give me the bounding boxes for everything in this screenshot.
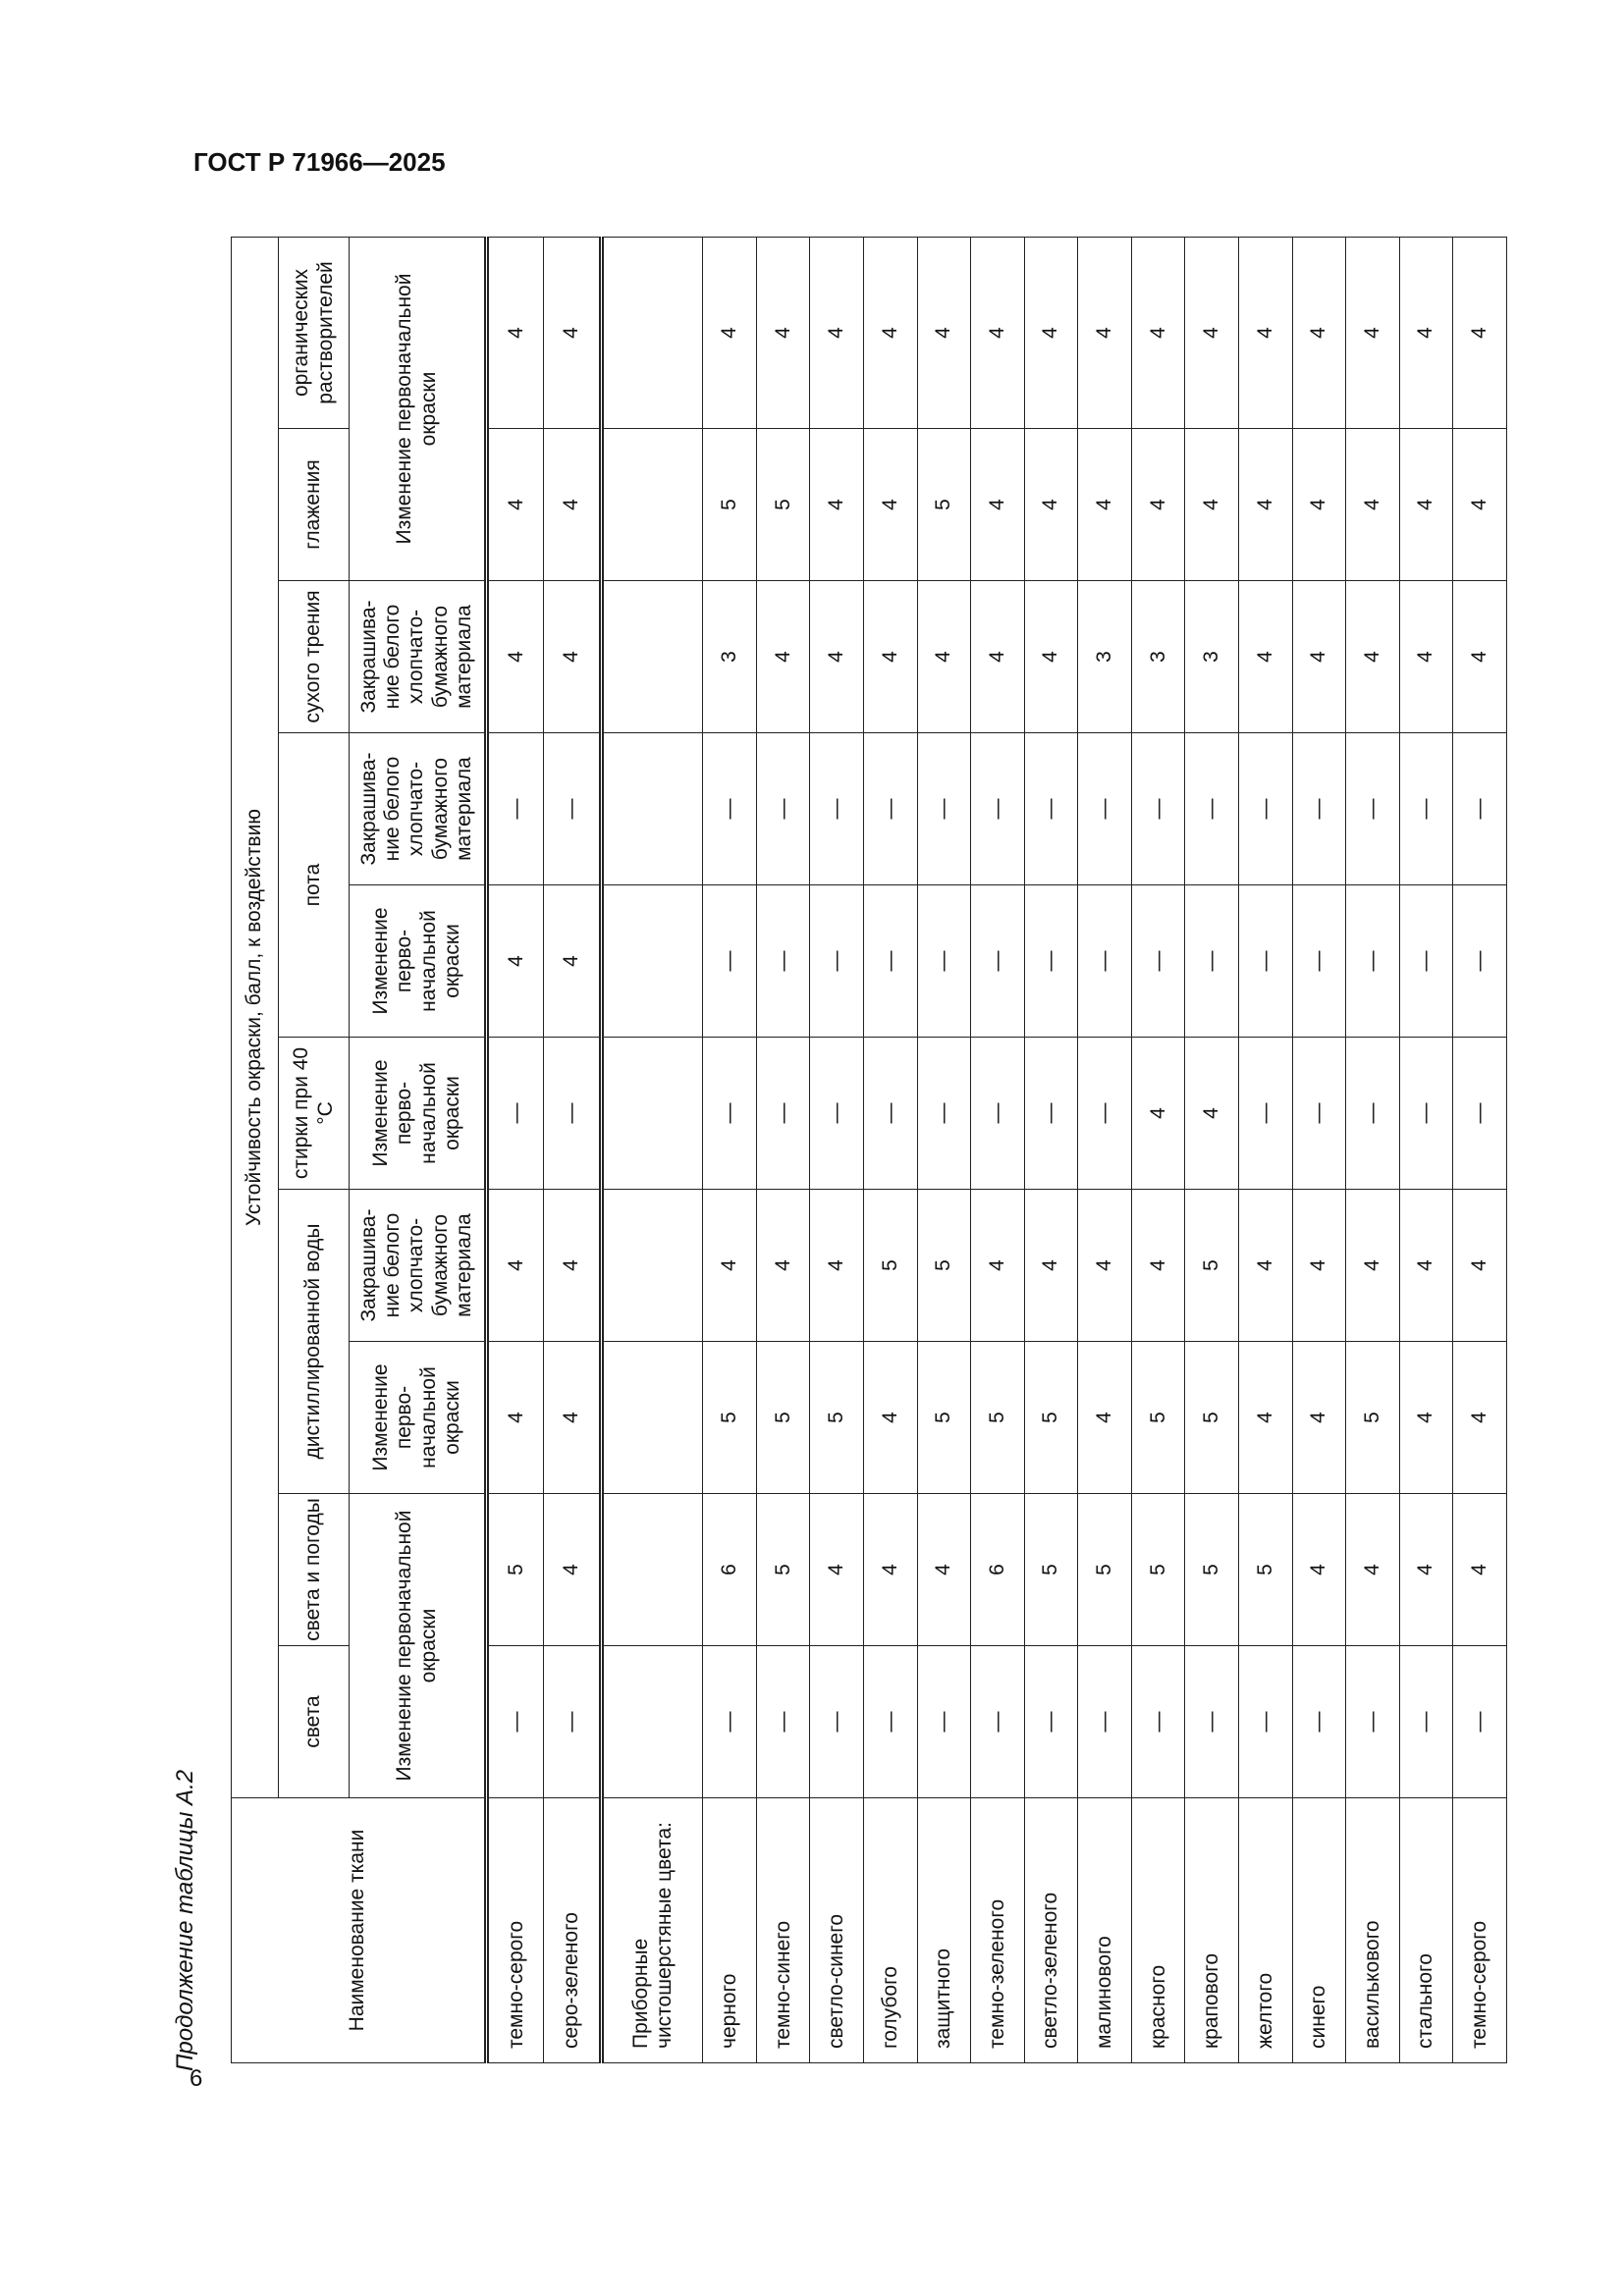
table-cell: 5 [863, 1190, 917, 1342]
table-cell: — [1292, 1038, 1346, 1190]
table-cell: 4 [1238, 1190, 1292, 1342]
subheader-light-change: Изменение первоначальной окраски [350, 1494, 487, 1798]
table-cell: 4 [1078, 429, 1132, 581]
table-cell: — [703, 1038, 757, 1190]
table-cell: — [1078, 885, 1132, 1038]
table-cell: 4 [1399, 1190, 1453, 1342]
table-cell: 4 [863, 1494, 917, 1646]
table-cell: — [810, 1646, 864, 1798]
table-cell: 4 [544, 429, 601, 581]
table-cell: — [1024, 733, 1078, 885]
table-cell: — [1131, 885, 1185, 1038]
table-caption: Продолжение таблицы А.2 [172, 1769, 198, 2071]
table-group-row [601, 237, 703, 2062]
table-cell: — [1024, 1646, 1078, 1798]
table-cell: — [1078, 1038, 1132, 1190]
table-row [1238, 237, 1292, 2062]
row-name: крапового [1185, 1798, 1239, 2063]
table-cell: — [1292, 733, 1346, 885]
table-row [1185, 237, 1239, 2062]
row-name: желтого [1238, 1798, 1292, 2063]
table-cell: — [703, 1646, 757, 1798]
table-cell: 4 [1131, 1190, 1185, 1342]
table-cell: 4 [544, 1494, 601, 1646]
table-cell: — [756, 733, 810, 885]
table-cell: 4 [1131, 1038, 1185, 1190]
table-cell: 4 [1024, 581, 1078, 733]
table-cell: 4 [810, 237, 864, 428]
table-cell: 4 [703, 1190, 757, 1342]
table-cell-empty [601, 581, 703, 733]
table-cell: 5 [1024, 1494, 1078, 1646]
table-cell: — [703, 733, 757, 885]
table-row [971, 237, 1025, 2062]
table-row [544, 237, 601, 2062]
table-cell: 4 [544, 237, 601, 428]
table-cell: — [544, 733, 601, 885]
table-cell: 4 [1292, 1342, 1346, 1494]
table-cell: — [917, 733, 971, 885]
table-cell-empty [601, 237, 703, 428]
table-cell: — [1024, 1038, 1078, 1190]
row-name: серо-зеленого [544, 1798, 601, 2063]
table-row [1024, 237, 1078, 2062]
table-cell: 4 [863, 581, 917, 733]
table-cell: — [756, 1038, 810, 1190]
column-group-header: Устойчивость окраски, балл, к воздействию [232, 237, 279, 1797]
table-cell: 5 [917, 429, 971, 581]
table-cell: 6 [971, 1494, 1025, 1646]
row-name: светло-синего [810, 1798, 864, 2063]
table-cell: 4 [1185, 237, 1239, 428]
table-cell: 4 [487, 581, 544, 733]
table-cell: 4 [487, 885, 544, 1038]
table-cell: — [487, 1038, 544, 1190]
table-cell: 4 [1292, 1190, 1346, 1342]
table-cell: 4 [1453, 1342, 1507, 1494]
table-cell: — [1453, 1038, 1507, 1190]
table-cell: 4 [810, 1190, 864, 1342]
table-cell: — [1292, 885, 1346, 1038]
table-cell: 4 [487, 429, 544, 581]
table-cell: 5 [1238, 1494, 1292, 1646]
table-cell: 3 [703, 581, 757, 733]
table-cell: 4 [1346, 1494, 1400, 1646]
row-name: стального [1399, 1798, 1453, 2063]
table-cell: 4 [1399, 237, 1453, 428]
table-cell: 4 [971, 237, 1025, 428]
table-cell: 5 [1024, 1342, 1078, 1494]
table-cell: — [810, 885, 864, 1038]
table-cell: — [863, 1038, 917, 1190]
table-row [810, 237, 864, 2062]
table-cell: 4 [1131, 237, 1185, 428]
table-cell-empty [601, 1646, 703, 1798]
table-cell: — [487, 733, 544, 885]
table-cell: 4 [1185, 1038, 1239, 1190]
table-cell: 5 [810, 1342, 864, 1494]
table-row [1078, 237, 1132, 2062]
table-cell: 4 [1238, 429, 1292, 581]
table-row [1131, 237, 1185, 2062]
table-cell: 4 [756, 581, 810, 733]
table-cell: — [1238, 733, 1292, 885]
table-cell: 4 [1292, 1494, 1346, 1646]
table-cell: — [1346, 1646, 1400, 1798]
table-cell: — [1185, 885, 1239, 1038]
subheader-solvents-change: Изменение первоначальной окраски [350, 237, 487, 580]
table-cell: 4 [1078, 1190, 1132, 1342]
row-name: темно-серого [487, 1798, 544, 2063]
table-row [863, 237, 917, 2062]
table-cell: 4 [1346, 1190, 1400, 1342]
table-cell: 4 [971, 1190, 1025, 1342]
table-cell: 4 [1399, 581, 1453, 733]
table-cell: 4 [1238, 1342, 1292, 1494]
table-cell: — [810, 1038, 864, 1190]
table-cell: 4 [1238, 581, 1292, 733]
table-cell: — [971, 885, 1025, 1038]
table-cell: 4 [1238, 237, 1292, 428]
table-cell: 4 [1024, 1190, 1078, 1342]
table-cell: — [544, 1038, 601, 1190]
row-name: голубого [863, 1798, 917, 2063]
table-cell: 4 [1346, 581, 1400, 733]
table-cell: 4 [863, 1342, 917, 1494]
table-row [1346, 237, 1400, 2062]
table-row [1453, 237, 1507, 2062]
column-header-fabric-name: Наименование ткани [232, 1798, 487, 2063]
column-header-distilled-water: дистиллированной воды [279, 1190, 350, 1494]
table-cell: 4 [1024, 429, 1078, 581]
table-cell-empty [601, 1038, 703, 1190]
table-cell: 5 [1131, 1342, 1185, 1494]
table-cell-empty [601, 429, 703, 581]
subheader-rubbing-staining: Закрашива-ние белого хлопчато-бумажного материала [350, 581, 487, 733]
table-row [703, 237, 757, 2062]
column-header-light: света [279, 1646, 350, 1798]
table-cell: 3 [1185, 581, 1239, 733]
table-cell: 4 [544, 885, 601, 1038]
table-cell: — [544, 1646, 601, 1798]
table-cell: 5 [971, 1342, 1025, 1494]
table-cell: — [1238, 885, 1292, 1038]
row-name: черного [703, 1798, 757, 2063]
table-cell: 5 [1131, 1494, 1185, 1646]
subheader-sweat-change: Изменение перво-начальной окраски [350, 885, 487, 1038]
table-cell: 4 [703, 237, 757, 428]
table-cell: — [863, 1646, 917, 1798]
table-cell: 4 [1453, 237, 1507, 428]
row-name: темно-серого [1453, 1798, 1507, 2063]
table-cell: 4 [487, 237, 544, 428]
table-cell: 6 [703, 1494, 757, 1646]
table-cell: — [1238, 1038, 1292, 1190]
table-cell: 5 [487, 1494, 544, 1646]
table-cell: 5 [1185, 1190, 1239, 1342]
table-row [1292, 237, 1346, 2062]
table-cell: 4 [1346, 429, 1400, 581]
table-row [756, 237, 810, 2062]
table-cell-empty [601, 1342, 703, 1494]
row-name: светло-зеленого [1024, 1798, 1078, 2063]
table-cell: — [1346, 885, 1400, 1038]
table-cell: 5 [703, 1342, 757, 1494]
table-cell: 4 [971, 429, 1025, 581]
table-cell-empty [601, 885, 703, 1038]
table-cell: — [1131, 1646, 1185, 1798]
table-row [487, 237, 544, 2062]
table-cell: 4 [1453, 1494, 1507, 1646]
table-cell: 4 [487, 1190, 544, 1342]
table-cell: — [1131, 733, 1185, 885]
table-cell: — [1346, 733, 1400, 885]
table-cell: — [1078, 1646, 1132, 1798]
table-cell: 5 [917, 1190, 971, 1342]
table-cell-empty [601, 1494, 703, 1646]
table-cell: — [1292, 1646, 1346, 1798]
table-cell: — [487, 1646, 544, 1798]
column-header-solvents: органических растворителей [279, 237, 350, 428]
column-header-sweat: пота [279, 733, 350, 1038]
table-cell: 4 [1185, 429, 1239, 581]
table-cell: — [863, 733, 917, 885]
subheader-water-staining: Закрашива-ние белого хлопчато-бумажного материала [350, 1190, 487, 1342]
table-cell: 4 [1399, 1342, 1453, 1494]
table-cell: 5 [756, 1494, 810, 1646]
table-cell: 4 [1453, 429, 1507, 581]
subheader-sweat-staining: Закрашива-ние белого хлопчато-бумажного материала [350, 733, 487, 885]
table-cell: 4 [487, 1342, 544, 1494]
table-row [917, 237, 971, 2062]
table-cell: 4 [1453, 1190, 1507, 1342]
table-cell: — [1185, 733, 1239, 885]
row-name: синего [1292, 1798, 1346, 2063]
table-cell: 5 [917, 1342, 971, 1494]
table-cell: 5 [756, 1342, 810, 1494]
table-cell: — [1453, 733, 1507, 885]
table-cell: 4 [1453, 581, 1507, 733]
table-cell-empty [601, 733, 703, 885]
table-cell: 4 [544, 581, 601, 733]
rotated-table-area [172, 212, 1507, 2071]
table-cell: — [1399, 1646, 1453, 1798]
table-cell: 4 [917, 581, 971, 733]
column-header-washing: стирки при 40 °С [279, 1038, 350, 1190]
table-cell: 4 [1131, 429, 1185, 581]
table-cell: 4 [1292, 581, 1346, 733]
row-name: защитного [917, 1798, 971, 2063]
table-cell: 5 [756, 429, 810, 581]
table-cell: — [971, 733, 1025, 885]
table-cell: — [756, 885, 810, 1038]
table-cell: 4 [756, 1190, 810, 1342]
table-row [1399, 237, 1453, 2062]
table-cell: — [1453, 1646, 1507, 1798]
column-header-ironing: глажения [279, 429, 350, 581]
row-name: темно-зеленого [971, 1798, 1025, 2063]
table-cell: — [1024, 885, 1078, 1038]
subheader-washing-change: Изменение перво-начальной окраски [350, 1038, 487, 1190]
table-cell: — [1185, 1646, 1239, 1798]
table-cell: 4 [544, 1190, 601, 1342]
table-cell: — [971, 1038, 1025, 1190]
table-cell: 4 [1078, 1342, 1132, 1494]
table-cell: — [917, 1646, 971, 1798]
table-cell: 4 [971, 581, 1025, 733]
table-cell: 5 [1185, 1494, 1239, 1646]
table-cell: — [1346, 1038, 1400, 1190]
table-cell: — [1399, 1038, 1453, 1190]
table-cell: — [810, 733, 864, 885]
table-cell: — [1078, 733, 1132, 885]
table-cell: 4 [544, 1342, 601, 1494]
table-cell: 5 [1185, 1342, 1239, 1494]
table-cell: 4 [1399, 1494, 1453, 1646]
table-cell: — [917, 1038, 971, 1190]
table-cell: — [1238, 1646, 1292, 1798]
table-cell: 4 [1078, 237, 1132, 428]
table-cell: 4 [1346, 237, 1400, 428]
table-cell: — [756, 1646, 810, 1798]
table-cell: 4 [863, 237, 917, 428]
table-cell: — [703, 885, 757, 1038]
table-cell: 4 [1292, 237, 1346, 428]
table-cell: 4 [810, 1494, 864, 1646]
column-header-light-weather: света и погоды [279, 1494, 350, 1646]
row-name: василькового [1346, 1798, 1400, 2063]
table-cell: — [1399, 733, 1453, 885]
table-cell: 5 [1078, 1494, 1132, 1646]
page-number: 6 [189, 2065, 203, 2092]
table-cell: — [1453, 885, 1507, 1038]
table-cell: 4 [863, 429, 917, 581]
table-cell: 4 [917, 1494, 971, 1646]
table-cell: 4 [1399, 429, 1453, 581]
table-cell: 4 [756, 237, 810, 428]
table-cell: 5 [703, 429, 757, 581]
table-cell: 4 [1292, 429, 1346, 581]
table-cell: 4 [917, 237, 971, 428]
table-cell: 4 [810, 429, 864, 581]
table-cell: 5 [1346, 1342, 1400, 1494]
table-cell: — [971, 1646, 1025, 1798]
table-cell: 4 [810, 581, 864, 733]
table-cell: 4 [1024, 237, 1078, 428]
group-label: Приборные чистошерстяные цвета: [601, 1798, 703, 2063]
table-cell: 3 [1131, 581, 1185, 733]
row-name: малинового [1078, 1798, 1132, 2063]
table-cell: — [863, 885, 917, 1038]
subheader-water-change: Изменение перво-начальной окраски [350, 1342, 487, 1494]
document-header: ГОСТ Р 71966—2025 [193, 147, 446, 177]
row-name: красного [1131, 1798, 1185, 2063]
row-name: темно-синего [756, 1798, 810, 2063]
table-cell: 3 [1078, 581, 1132, 733]
table-cell-empty [601, 1190, 703, 1342]
fastness-table [231, 237, 1507, 2063]
column-header-dry-rubbing: сухого трения [279, 581, 350, 733]
table-cell: — [1399, 885, 1453, 1038]
table-cell: — [917, 885, 971, 1038]
